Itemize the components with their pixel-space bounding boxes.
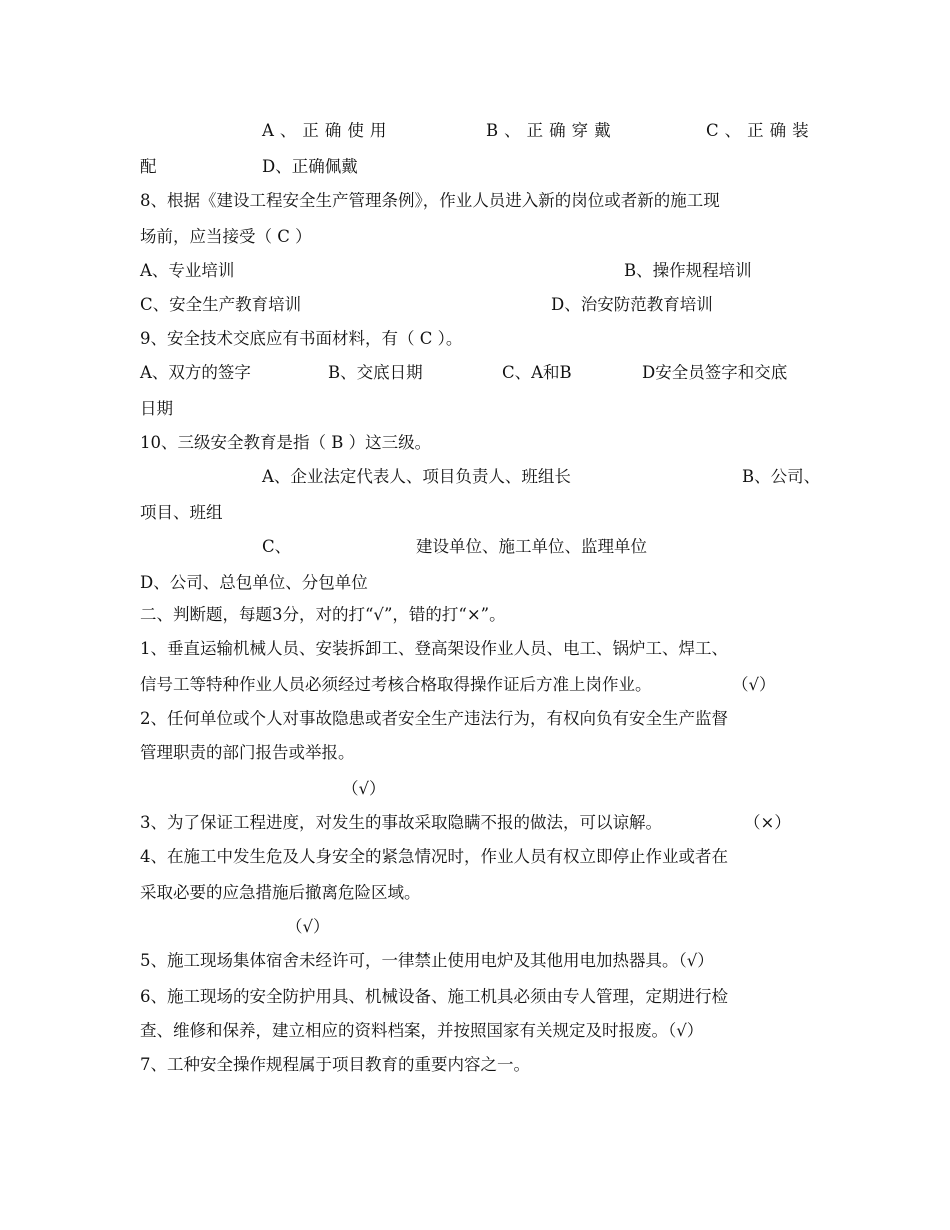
q10-option-b: B、公司、 — [742, 467, 821, 486]
tf5-line1: 5、施工现场集体宿舍未经许可，一律禁止使用电炉及其他用电加热器具。（√） — [140, 951, 714, 970]
tf6-line2: 查、维修和保养，建立相应的资料档案，并按照国家有关规定及时报废。（√） — [140, 1021, 704, 1040]
q8-option-d: D、治安防范教育培训 — [551, 295, 713, 314]
tf1-line2: 信号工等特种作业人员必须经过考核合格取得操作证后方准上岗作业。 — [140, 675, 652, 694]
q8-option-b: B、操作规程培训 — [624, 261, 752, 280]
q9-option-d-cont: 日期 — [140, 399, 173, 418]
tf4-answer: （√） — [286, 917, 330, 936]
tf2-answer: （√） — [342, 779, 386, 798]
q9-option-d: D安全员签字和交底 — [642, 363, 788, 382]
q8-option-a: A、专业培训 — [140, 261, 235, 280]
q10-option-c-text: 建设单位、施工单位、监理单位 — [416, 537, 647, 556]
q7-option-c-cont: 配 — [140, 157, 157, 176]
tf2-line2: 管理职责的部门报告或举报。 — [140, 743, 355, 762]
q8-stem-line1: 8、根据《建设工程安全生产管理条例》，作业人员进入新的岗位或者新的施工现 — [140, 191, 720, 210]
q9-option-c: C、A和B — [502, 363, 572, 382]
q10-option-a: A、企业法定代表人、项目负责人、班组长 — [262, 467, 571, 486]
q7-option-a: A、正确使用 — [262, 121, 393, 140]
q9-option-a: A、双方的签字 — [140, 363, 251, 382]
q10-option-c-label: C、 — [262, 537, 292, 556]
q10-option-b-cont: 项目、班组 — [140, 503, 223, 522]
tf6-line1: 6、施工现场的安全防护用具、机械设备、施工机具必须由专人管理，定期进行检 — [140, 987, 728, 1006]
q7-option-d: D、正确佩戴 — [262, 157, 358, 176]
tf2-line1: 2、任何单位或个人对事故隐患或者安全生产违法行为，有权向负有安全生产监督 — [140, 709, 728, 728]
tf4-line2: 采取必要的应急措施后撤离危险区域。 — [140, 883, 421, 902]
tf4-line1: 4、在施工中发生危及人身安全的紧急情况时，作业人员有权立即停止作业或者在 — [140, 847, 728, 866]
q8-stem-line2: 场前，应当接受（ C ） — [140, 227, 312, 246]
q7-option-b: B、正确穿戴 — [486, 121, 617, 140]
section-heading-true-false: 二、判断题，每题3分，对的打“√”，错的打“×”。 — [140, 605, 506, 624]
q7-option-c: C、正确装 — [706, 121, 815, 140]
tf1-answer: （√） — [732, 675, 776, 694]
tf3-line1: 3、为了保证工程进度，对发生的事故采取隐瞒不报的做法，可以谅解。 — [140, 813, 662, 832]
tf1-line1: 1、垂直运输机械人员、安装拆卸工、登高架设作业人员、电工、锅炉工、焊工、 — [140, 639, 728, 658]
q10-stem: 10、三级安全教育是指（ B ）这三级。 — [140, 433, 432, 452]
tf7-line1: 7、工种安全操作规程属于项目教育的重要内容之一。 — [140, 1055, 530, 1074]
tf3-answer: （×） — [744, 813, 791, 832]
q9-option-b: B、交底日期 — [328, 363, 423, 382]
q8-option-c: C、安全生产教育培训 — [140, 295, 302, 314]
q10-option-d: D、公司、总包单位、分包单位 — [140, 573, 368, 592]
q9-stem: 9、安全技术交底应有书面材料，有（ C ）。 — [140, 329, 463, 348]
